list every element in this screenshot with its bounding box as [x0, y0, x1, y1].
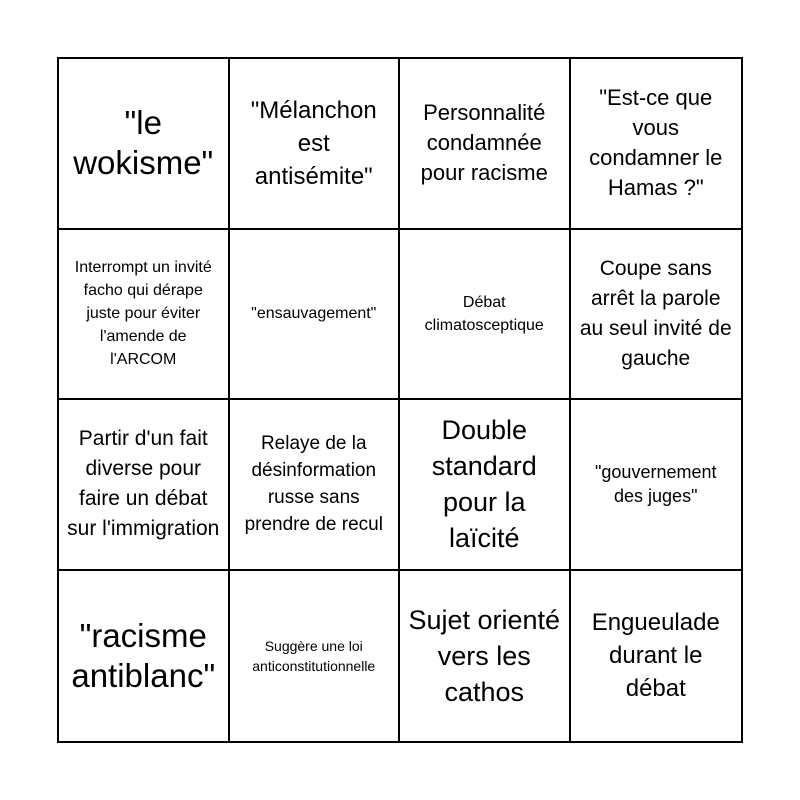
bingo-cell-14[interactable]: [230, 571, 401, 742]
bingo-cell-16[interactable]: [571, 571, 742, 742]
bingo-cell-text: Engueulade durant le débat: [591, 609, 720, 703]
bingo-cell-5[interactable]: [59, 230, 230, 401]
bingo-cell-2[interactable]: [230, 59, 401, 230]
bingo-cell-10[interactable]: [230, 400, 401, 571]
bingo-cell-text: "le wokisme": [73, 104, 214, 182]
bingo-cell-text: Double standard pour la laïcité: [431, 415, 537, 554]
bingo-cell-text: "Mélanchon est antisémite": [250, 96, 377, 190]
bingo-cell-12[interactable]: [571, 400, 742, 571]
bingo-cell-4[interactable]: [571, 59, 742, 230]
bingo-cell-text: Partir d'un fait diverse pour faire un débat sur l'immigration: [67, 427, 220, 541]
bingo-cell-text: Suggère une loi anticonstitutionnelle: [252, 637, 376, 674]
bingo-cell-text: Interrompt un invité facho qui dérape juste pour éviter l'amende de l'ARCOM: [74, 259, 212, 369]
bingo-cell-text: "gouvernement des juges": [595, 462, 717, 507]
bingo-cell-text: "Est-ce que vous condamner le Hamas ?": [589, 85, 723, 201]
bingo-cell-text: Relaye de la désinformation russe sans prendre de recul: [244, 433, 383, 536]
bingo-cell-6[interactable]: [230, 230, 401, 401]
bingo-cell-text: Sujet orienté vers les cathos: [408, 604, 561, 707]
bingo-cell-8[interactable]: [571, 230, 742, 401]
bingo-cell-text: "ensauvagement": [251, 305, 377, 323]
bingo-cell-7[interactable]: [400, 230, 571, 401]
bingo-cell-15[interactable]: [400, 571, 571, 742]
bingo-cell-9[interactable]: [59, 400, 230, 571]
bingo-cell-3[interactable]: [400, 59, 571, 230]
bingo-cell-text: Débat climatosceptique: [424, 293, 544, 334]
bingo-cell-text: Personnalité condamnée pour racisme: [420, 100, 548, 186]
bingo-cell-11[interactable]: [400, 400, 571, 571]
bingo-cell-1[interactable]: [59, 59, 230, 230]
bingo-cell-text: "racisme antiblanc": [71, 616, 216, 694]
bingo-cell-text: Coupe sans arrêt la parole au seul invité de gauche: [579, 256, 732, 370]
bingo-board: [57, 57, 743, 743]
bingo-cell-13[interactable]: [59, 571, 230, 742]
